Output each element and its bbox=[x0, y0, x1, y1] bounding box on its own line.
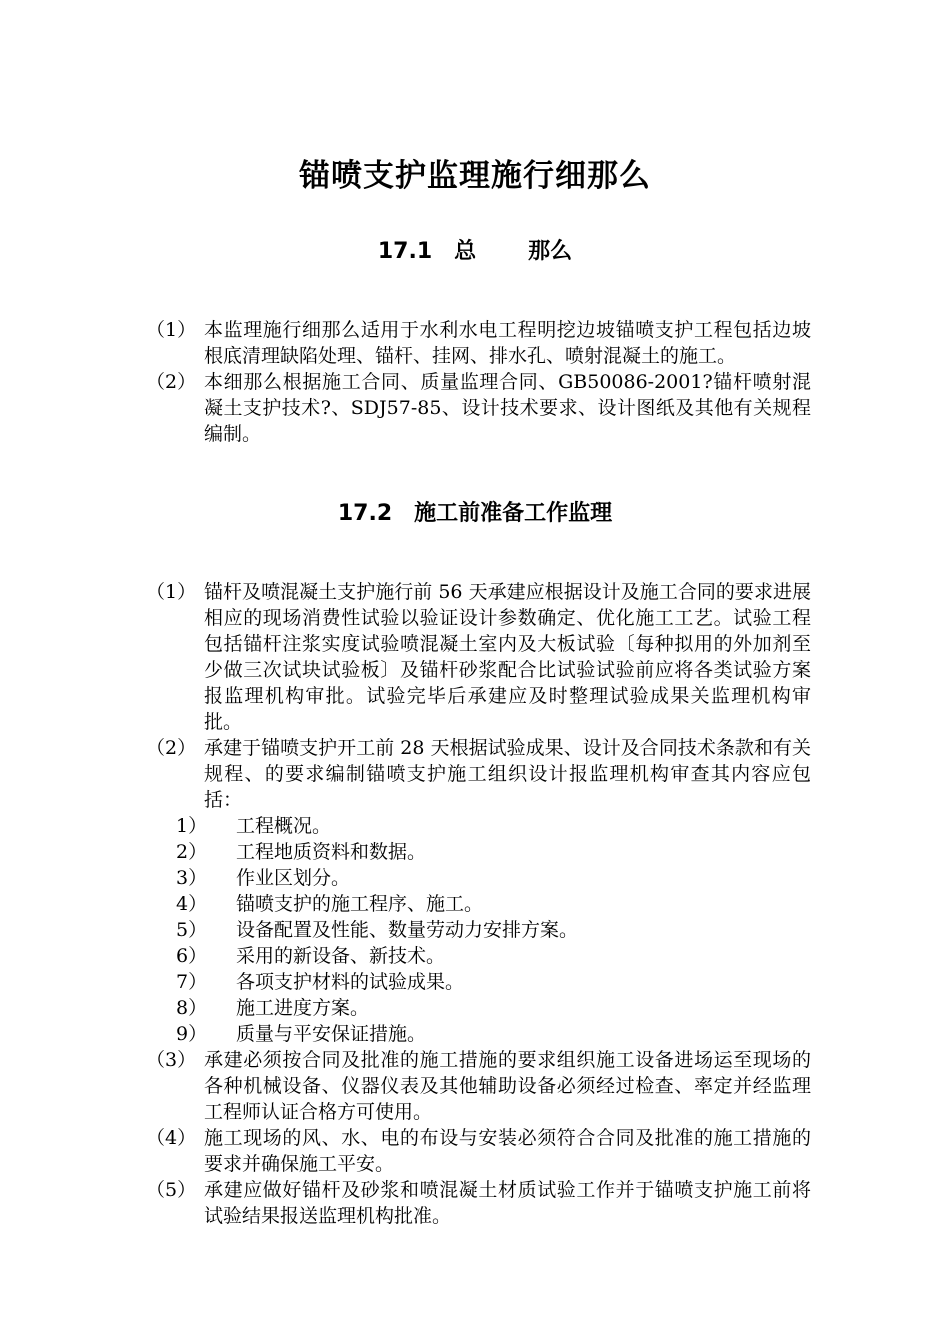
item-marker: （3） bbox=[146, 1049, 197, 1071]
item-text: 锚杆及喷混凝土支护施行前 56 天承建应根据设计及施工合同的要求进展相应的现场消费性试验以验证设计参数确定、优化施工工艺。试验工程包括锚杆注浆实度试验喷混凝土室内及大板试验〔每种拟用的外加剂至少做三次试块试验板〕及锚杆砂浆配合比试验试验前应将各类试验方案报监理机构审批。试验完毕后承建应及时整理试验成果关监理机构审批。 bbox=[204, 581, 811, 733]
sub-list-item bbox=[146, 865, 811, 891]
section-title-part2: 那么 bbox=[528, 239, 573, 264]
list-item bbox=[146, 1125, 811, 1177]
item-marker: （2） bbox=[146, 371, 197, 393]
section-number: 17.1 bbox=[377, 239, 433, 264]
item-marker: （2） bbox=[146, 737, 197, 759]
subitem-text: 设备配置及性能、数量劳动力安排方案。 bbox=[236, 919, 579, 941]
sub-list-item bbox=[146, 891, 811, 917]
subitem-marker: 5） bbox=[176, 919, 208, 941]
document-title: 锚喷支护监理施行细那么 bbox=[299, 158, 651, 194]
item-text: 本细那么根据施工合同、质量监理合同、GB50086-2001?锚杆喷射混凝土支护技术?、SDJ57-85、设计技术要求、设计图纸及其他有关规程编制。 bbox=[204, 371, 811, 445]
sub-list-item bbox=[146, 969, 811, 995]
item-text: 承建必须按合同及批准的施工措施的要求组织施工设备进场运至现场的各种机械设备、仪器仪表及其他辅助设备必须经过检查、率定并经监理工程师认证合格方可使用。 bbox=[204, 1049, 811, 1123]
subitem-marker: 3） bbox=[176, 867, 208, 889]
item-marker: （4） bbox=[146, 1127, 197, 1149]
item-marker: （5） bbox=[146, 1179, 197, 1201]
section-title-part1: 总 bbox=[454, 239, 477, 264]
item-text: 施工现场的风、水、电的布设与安装必须符合合同及批准的施工措施的要求并确保施工平安。 bbox=[204, 1127, 811, 1175]
list-item bbox=[146, 1177, 811, 1229]
subitem-marker: 6） bbox=[176, 945, 208, 967]
subitem-marker: 1） bbox=[176, 815, 208, 837]
list-item bbox=[146, 735, 811, 813]
item-marker: （1） bbox=[146, 581, 197, 603]
subitem-marker: 7） bbox=[176, 971, 208, 993]
subitem-marker: 9） bbox=[176, 1023, 208, 1045]
list-item bbox=[146, 579, 811, 735]
section-title: 施工前准备工作监理 bbox=[414, 501, 613, 526]
subitem-text: 锚喷支护的施工程序、施工。 bbox=[236, 893, 484, 915]
section-number: 17.2 bbox=[337, 501, 393, 526]
subitem-text: 各项支护材料的试验成果。 bbox=[236, 971, 465, 993]
section-heading-17-2 bbox=[0, 499, 950, 529]
section-1-body bbox=[146, 317, 811, 447]
section-heading-17-1 bbox=[0, 237, 950, 267]
item-text: 承建于锚喷支护开工前 28 天根据试验成果、设计及合同技术条款和有关规程、的要求编制锚喷支护施工组织设计报监理机构审查其内容应包括： bbox=[204, 737, 811, 811]
subitem-marker: 2） bbox=[176, 841, 208, 863]
subitem-text: 工程地质资料和数据。 bbox=[236, 841, 427, 863]
subitem-text: 采用的新设备、新技术。 bbox=[236, 945, 446, 967]
item-marker: （1） bbox=[146, 319, 197, 341]
item-text: 本监理施行细那么适用于水利水电工程明挖边坡锚喷支护工程包括边坡根底清理缺陷处理、锚杆、挂网、排水孔、喷射混凝土的施工。 bbox=[204, 319, 811, 367]
sub-list-item bbox=[146, 917, 811, 943]
list-item bbox=[146, 369, 811, 447]
subitem-text: 作业区划分。 bbox=[236, 867, 351, 889]
subitem-marker: 8） bbox=[176, 997, 208, 1019]
sub-list-item bbox=[146, 995, 811, 1021]
list-item bbox=[146, 1047, 811, 1125]
item-text: 承建应做好锚杆及砂浆和喷混凝土材质试验工作并于锚喷支护施工前将试验结果报送监理机构批准。 bbox=[204, 1179, 811, 1227]
sub-list-item bbox=[146, 839, 811, 865]
subitem-text: 质量与平安保证措施。 bbox=[236, 1023, 427, 1045]
sub-list-item bbox=[146, 943, 811, 969]
list-item bbox=[146, 317, 811, 369]
subitem-marker: 4） bbox=[176, 893, 208, 915]
section-2-body bbox=[146, 579, 811, 1229]
sub-list-item bbox=[146, 1021, 811, 1047]
subitem-text: 施工进度方案。 bbox=[236, 997, 370, 1019]
sub-list-item bbox=[146, 813, 811, 839]
subitem-text: 工程概况。 bbox=[236, 815, 332, 837]
